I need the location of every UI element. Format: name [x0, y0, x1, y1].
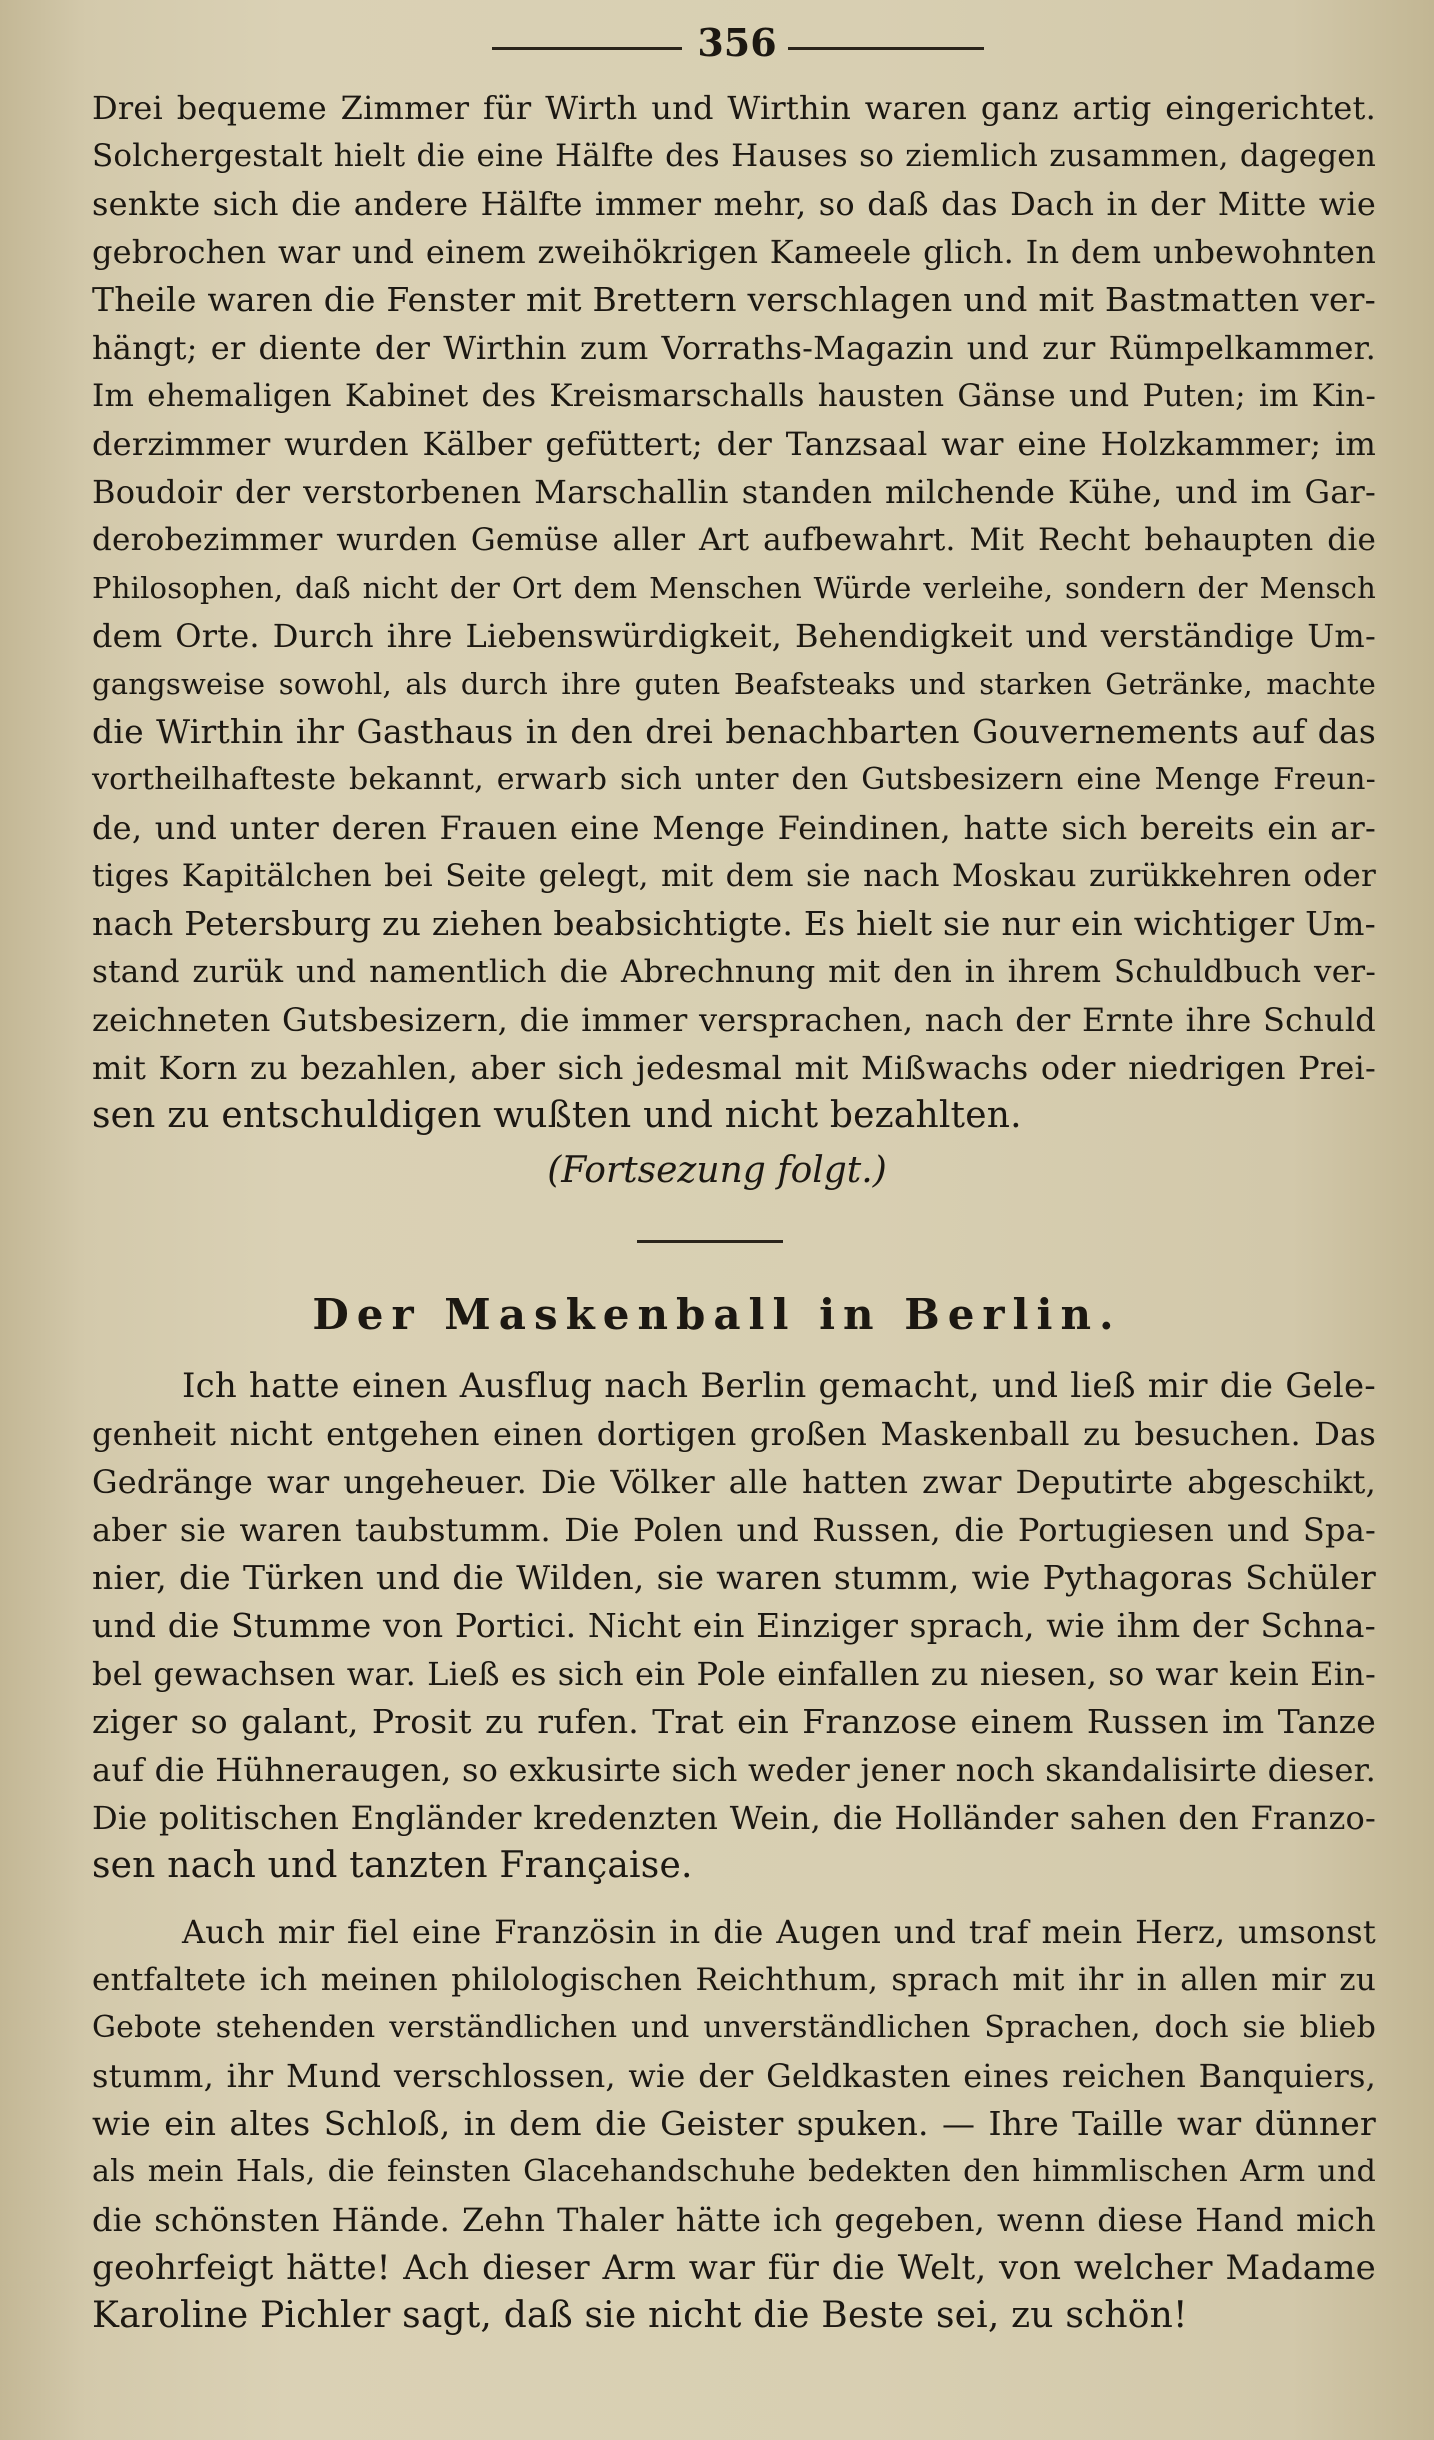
- continuation-note: (Fortsezung folgt.): [547, 1150, 887, 1191]
- text-line: stand zurük und namentlich die Abrechnung mit den in ihrem Schuldbuch ver-: [92, 954, 1376, 990]
- text-line: und die Stumme von Portici. Nicht ein Einziger sprach, wie ihm der Schna-: [92, 1606, 1376, 1645]
- text-line: Drei bequeme Zimmer für Wirth und Wirthin waren ganz artig eingerichtet.: [92, 89, 1376, 127]
- text-line: Die politischen Engländer kredenzten Wein, die Holländer sahen den Franzo-: [92, 1799, 1376, 1837]
- text-line: Theile waren die Fenster mit Brettern verschlagen und mit Bastmatten ver-: [92, 280, 1376, 319]
- text-line: zeichneten Gutsbesizern, die immer versprachen, nach der Ernte ihre Schuld: [92, 1001, 1376, 1039]
- text-line: geohrfeigt hätte! Ach dieser Arm war für die Welt, von welcher Madame: [92, 2248, 1376, 2288]
- text-line: sen nach und tanzten Française.: [92, 1845, 693, 1886]
- text-line: genheit nicht entgehen einen dortigen großen Maskenball zu besuchen. Das: [92, 1415, 1376, 1453]
- text-line: derzimmer wurden Kälber gefüttert; der Tanzsaal war eine Holzkammer; im: [92, 425, 1376, 463]
- text-line: gebrochen war und einem zweihökrigen Kameele glich. In dem unbewohnten: [92, 233, 1376, 271]
- text-line: gangsweise sowohl, als durch ihre guten Beafsteaks und starken Getränke, machte: [92, 667, 1376, 701]
- text-line: nier, die Türken und die Wilden, sie waren stumm, wie Pythagoras Schüler: [92, 1558, 1376, 1597]
- text-line: sen zu entschuldigen wußten und nicht bezahlten.: [92, 1095, 1022, 1136]
- text-line: derobezimmer wurden Gemüse aller Art aufbewahrt. Mit Recht behaupten die: [92, 522, 1376, 558]
- text-line: aber sie waren taubstumm. Die Polen und Russen, die Portugiesen und Spa-: [92, 1511, 1376, 1549]
- section-divider: [637, 1240, 783, 1243]
- text-line: de, und unter deren Frauen eine Menge Feindinen, hatte sich bereits ein ar-: [92, 809, 1376, 847]
- page-number: 356: [697, 20, 777, 65]
- text-line: auf die Hühneraugen, so exkusirte sich weder jener noch skandalisirte dieser.: [92, 1751, 1376, 1789]
- text-line: Philosophen, daß nicht der Ort dem Menschen Würde verleihe, sondern der Mensch: [92, 571, 1376, 605]
- header-rule-left: [492, 47, 682, 50]
- text-line: nach Petersburg zu ziehen beabsichtigte. Es hielt sie nur ein wichtiger Um-: [92, 904, 1376, 943]
- text-line: Solchergestalt hielt die eine Hälfte des Hauses so ziemlich zusammen, dagegen: [92, 138, 1376, 174]
- text-line: Auch mir fiel eine Französin in die Augen und traf mein Herz, umsonst: [182, 1913, 1376, 1951]
- text-line: Gebote stehenden verständlichen und unverständlichen Sprachen, doch sie blieb: [92, 2010, 1376, 2045]
- text-line: Boudoir der verstorbenen Marschallin standen milchende Kühe, und im Gar-: [92, 473, 1376, 511]
- text-line: dem Orte. Durch ihre Liebenswürdigkeit, Behendigkeit und verständige Um-: [92, 617, 1376, 655]
- text-line: mit Korn zu bezahlen, aber sich jedesmal mit Mißwachs oder niedrigen Prei-: [92, 1049, 1376, 1087]
- text-line: Ich hatte einen Ausflug nach Berlin gemacht, und ließ mir die Gele-: [182, 1366, 1376, 1406]
- text-line: hängt; er diente der Wirthin zum Vorraths-Magazin und zur Rümpelkammer.: [92, 329, 1376, 367]
- text-line: die schönsten Hände. Zehn Thaler hätte ich gegeben, wenn diese Hand mich: [92, 2201, 1376, 2239]
- text-line: Im ehemaligen Kabinet des Kreismarschalls hausten Gänse und Puten; im Kin-: [92, 378, 1376, 414]
- text-line: vortheilhafteste bekannt, erwarb sich unter den Gutsbesizern eine Menge Freun-: [92, 762, 1376, 797]
- header-rule-right: [788, 47, 984, 50]
- text-line: senkte sich die andere Hälfte immer mehr, so daß das Dach in der Mitte wie: [92, 185, 1376, 223]
- text-line: als mein Hals, die feinsten Glacehandschuhe bedekten den himmlischen Arm und: [92, 2154, 1376, 2189]
- text-line: bel gewachsen war. Ließ es sich ein Pole einfallen zu niesen, so war kein Ein-: [92, 1655, 1376, 1693]
- text-line: ziger so galant, Prosit zu rufen. Trat ein Franzose einem Russen im Tanze: [92, 1702, 1376, 1741]
- text-line: stumm, ihr Mund verschlossen, wie der Geldkasten eines reichen Banquiers,: [92, 2057, 1376, 2095]
- text-line: Karoline Pichler sagt, daß sie nicht die Beste sei, zu schön!: [92, 2295, 1188, 2336]
- article-title: Der Maskenball in Berlin.: [312, 1290, 1122, 1339]
- text-line: wie ein altes Schloß, in dem die Geister spuken. — Ihre Taille war dünner: [92, 2104, 1376, 2143]
- text-line: tiges Kapitälchen bei Seite gelegt, mit dem sie nach Moskau zurükkehren oder: [92, 858, 1376, 894]
- text-line: die Wirthin ihr Gasthaus in den drei benachbarten Gouvernements auf das: [92, 712, 1376, 751]
- page-header: [0, 20, 1434, 70]
- text-line: entfaltete ich meinen philologischen Reichthum, sprach mit ihr in allen mir zu: [92, 1962, 1376, 1998]
- text-line: Gedränge war ungeheuer. Die Völker alle hatten zwar Deputirte abgeschikt,: [92, 1463, 1376, 1501]
